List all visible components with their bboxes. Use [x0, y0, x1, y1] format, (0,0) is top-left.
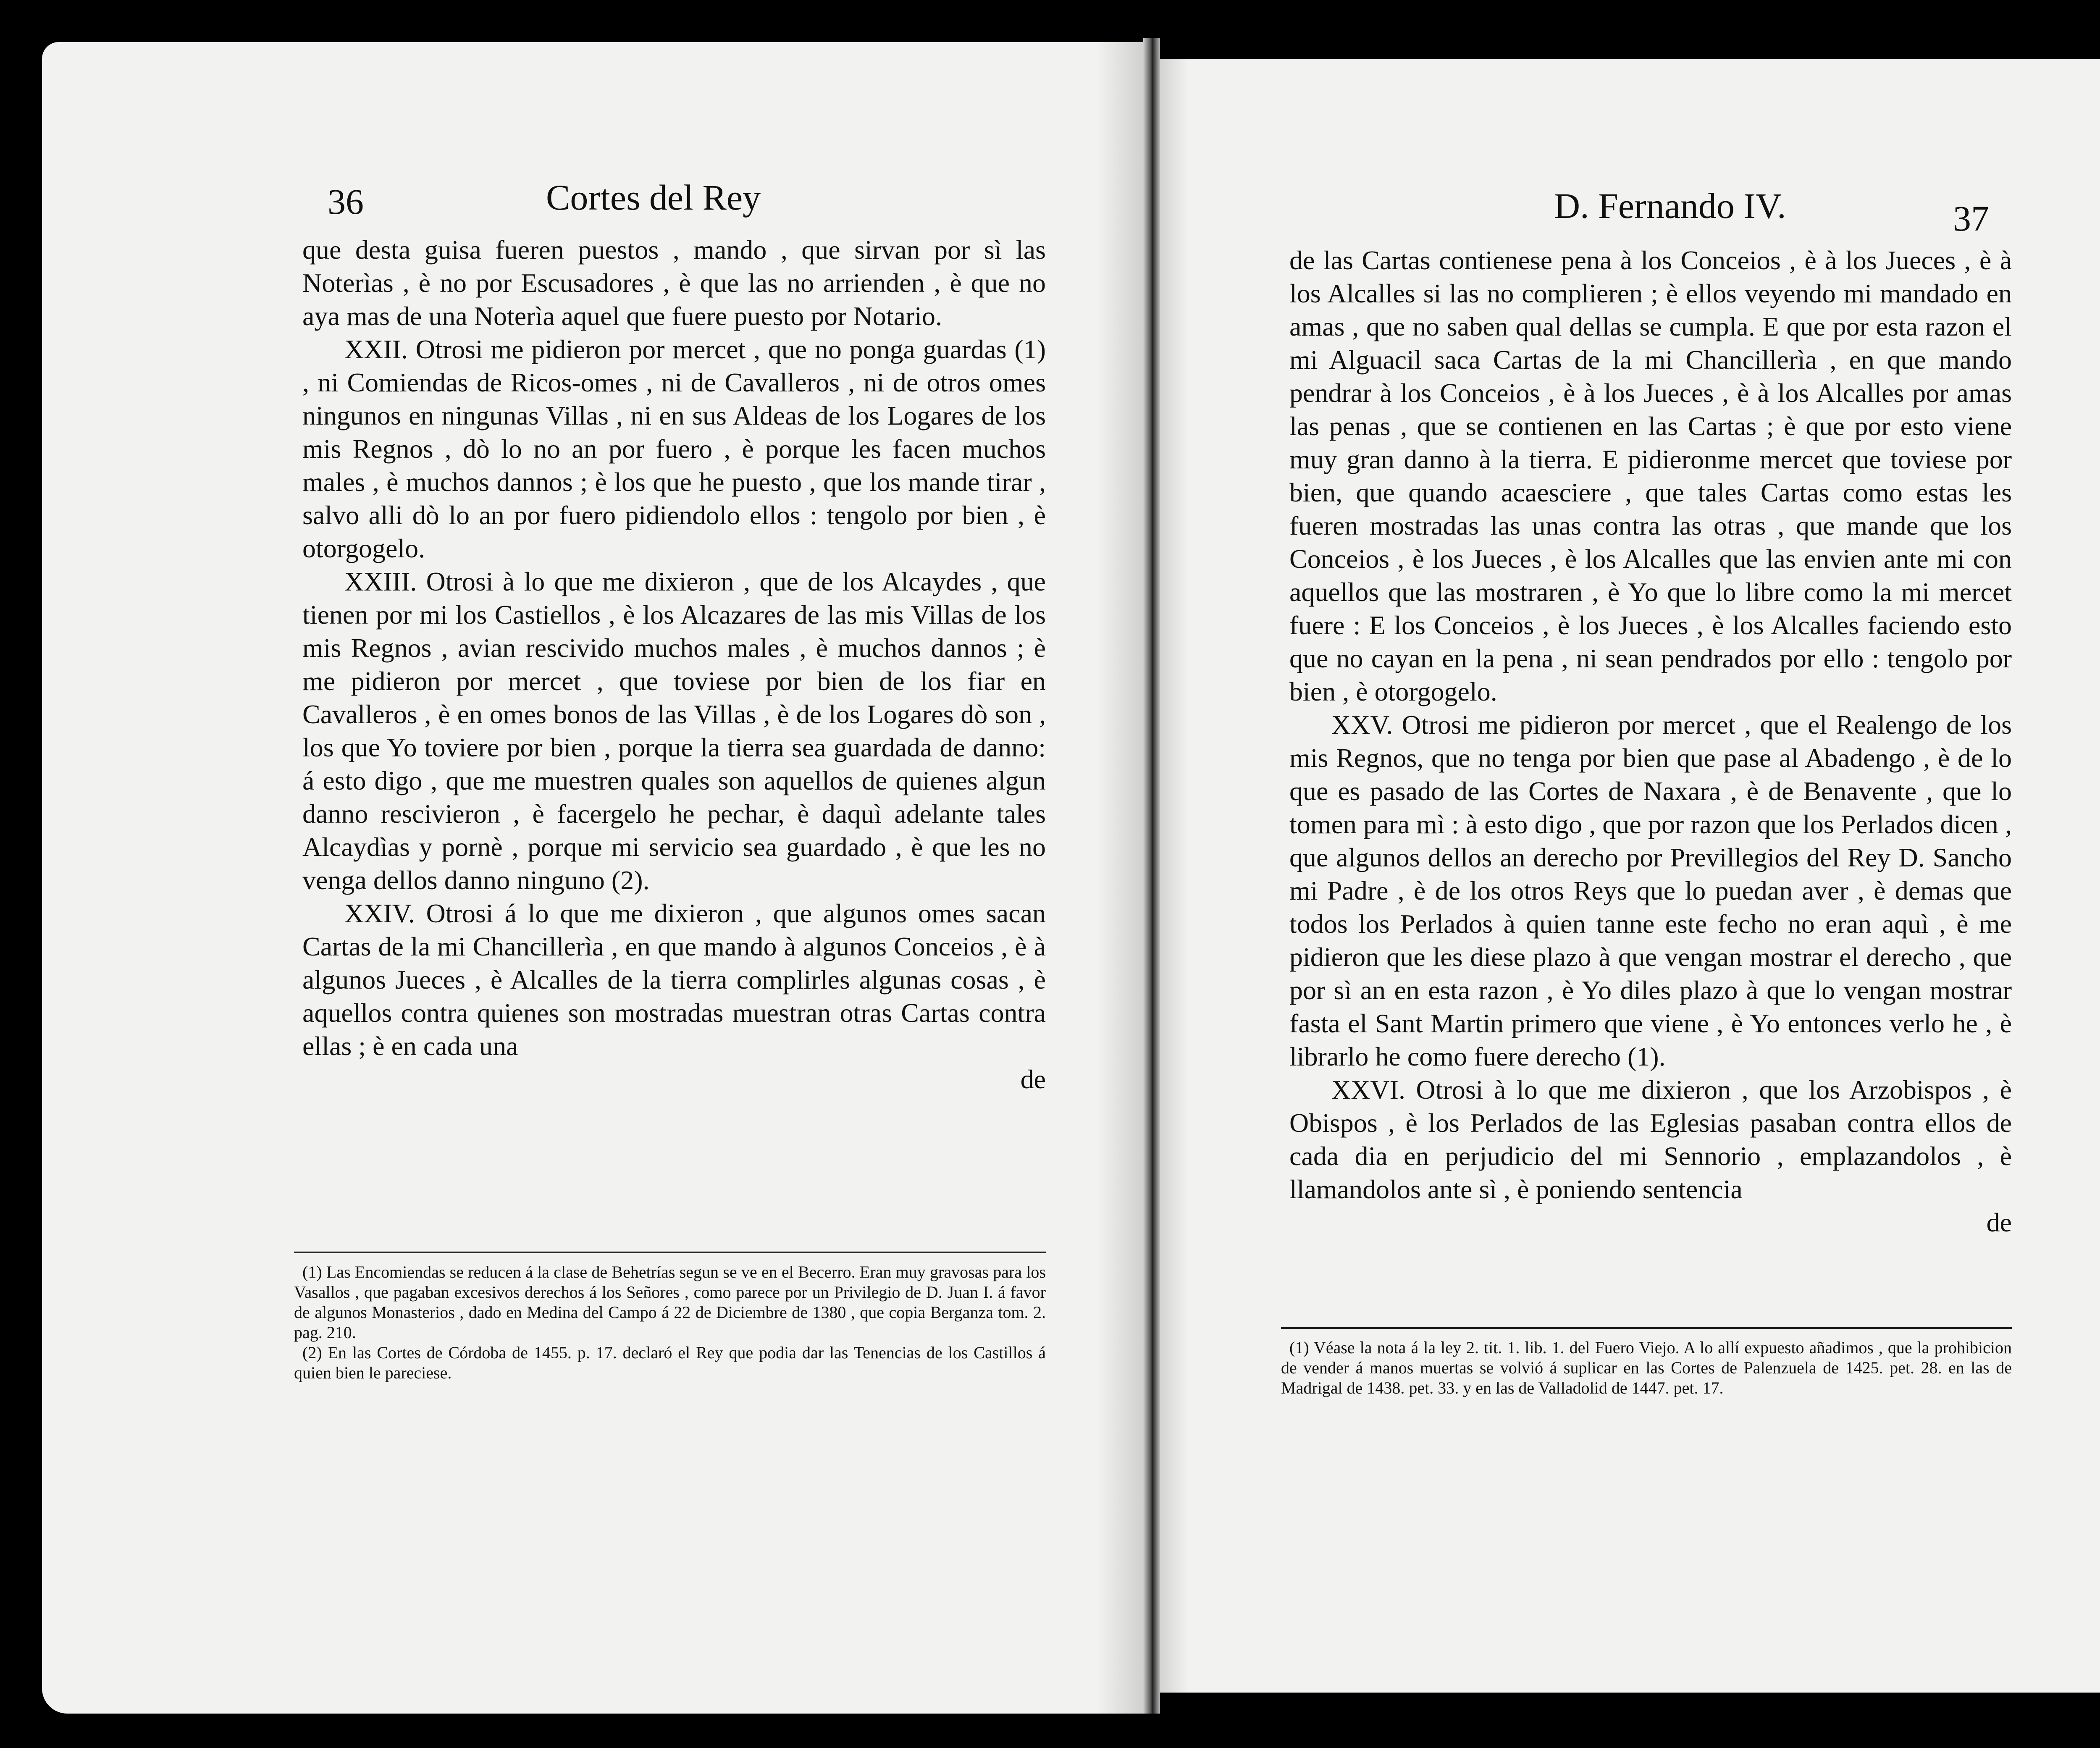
spine-shadow: [1155, 59, 1189, 1693]
book-gutter: [1143, 38, 1160, 1714]
paragraph: XXVI. Otrosi à lo que me dixieron , que los Arzobispos , è Obispos , è los Perlados de las Eglesias pasaban contra ellos de cada dia en perjudicio del mi Sennorio , emplazandolos , è llamandolos ante sì , è poniendo sentencia: [1289, 1075, 2012, 1204]
page-number: 36: [328, 181, 364, 222]
running-head: Cortes del Rey: [546, 177, 761, 218]
footnote: (2) En las Cortes de Córdoba de 1455. p. 17. declaró el Rey que podia dar las Tenencias de los Castillos á quien bien le pareciese.: [294, 1343, 1046, 1382]
catchword: de: [1986, 1207, 2012, 1237]
paragraph: XXIV. Otrosi á lo que me dixieron , que algunos omes sacan Cartas de la mi Chancillerìa , en que mando à algunos Conceios , è à algunos Jueces , è Alcalles de la tierra complirles algunas cosas , è aquellos contra quienes son mostradas muestran otras Cartas contra ellas ; è en cada una: [302, 898, 1046, 1061]
catchword: de: [1020, 1064, 1046, 1094]
right-page: [1155, 59, 2100, 1693]
paragraph: que desta guisa fueren puestos , mando , que sirvan por sì las Noterìas , è no por Escusadores , è que las no arrienden , è que no aya mas de una Noterìa aquel que fuere puesto por Notario.: [302, 235, 1046, 331]
footnote: (1) Las Encomiendas se reducen á la clase de Behetrías segun se ve en el Becerro. Eran muy gravosas para los Vasallos , que pagaban excesivos derechos á los Señores , como parece por un Privilegio de D. Juan I. á favor de algunos Monasterios , dado en Medina del Campo á 22 de Diciembre de 1380 , que copia Berganza tom. 2. pag. 210.: [294, 1262, 1046, 1342]
footnote-rule: [1281, 1327, 2012, 1329]
footnotes: [1281, 1338, 2012, 1398]
paragraph: XXIII. Otrosi à lo que me dixieron , que de los Alcaydes , que tienen por mi los Castiellos , è los Alcazares de las mis Villas de los mis Regnos , avian rescivido muchos males , è muchos dannos ; è me pidieron por mercet , que toviese por bien de los fiar en Cavalleros , è en omes bonos de las Villas , è de los Logares dò son , los que Yo toviere por bien , porque la tierra sea guardada de danno: á esto digo , que me muestren quales son aquellos de quienes algun danno rescivieron , è facergelo he pechar, è daquì adelante tales Alcaydìas y pornè , porque mi servicio sea guardado , è que les no venga dellos danno ninguno (2).: [302, 567, 1046, 895]
spine-shadow: [1096, 42, 1147, 1714]
main-text: [1289, 244, 2012, 1239]
footnotes: [294, 1262, 1046, 1383]
footnote: (1) Véase la nota á la ley 2. tit. 1. lib. 1. del Fuero Viejo. A lo allí expuesto añadimos , que la prohibicion de vender á manos muertas se volvió á suplicar en las Cortes de Palenzuela de 1425. pet. 28. en las de Madrigal de 1438. pet. 33. y en las de Valladolid de 1447. pet. 17.: [1281, 1338, 2012, 1397]
running-head: D. Fernando IV.: [1554, 186, 1786, 226]
paragraph: de las Cartas contienese pena à los Conceios , è à los Jueces , è à los Alcalles si las no complieren ; è ellos veyendo mi mandado en amas , que no saben qual dellas se cumpla. E que por esta razon el mi Alguacil saca Cartas de la mi Chancillerìa , en que mando pendrar à los Conceios , è à los Jueces , è à los Alcalles por amas las penas , que se contienen en las Cartas ; è que por esto viene muy gran danno à la tierra. E pidieronme mercet que toviese por bien, que quando acaesciere , que tales Cartas como estas les fueren mostradas las unas contra las otras , que mande que los Conceios , è los Jueces , è los Alcalles que las envien ante mi con aquellos que las mostraren , è Yo que lo libre como la mi mercet fuere : E los Conceios , è los Jueces , è los Alcalles faciendo esto que no cayan en la pena , ni sean pendrados por ello : tengolo por bien , è otorgogelo.: [1289, 245, 2012, 706]
left-page: [42, 42, 1147, 1714]
paragraph: XXII. Otrosi me pidieron por mercet , que no ponga guardas (1) , ni Comiendas de Ricos-omes , ni de Cavalleros , ni de otros omes ningunos en ningunas Villas , ni en sus Aldeas de los Logares de los mis Regnos , dò lo no an por fuero , è porque les facen muchos males , è muchos dannos ; è los que he puesto , que los mande tirar , salvo alli dò lo an por fuero pidiendolo ellos : tengolo por bien , è otorgogelo.: [302, 334, 1046, 563]
page-number: 37: [1953, 198, 1989, 239]
paragraph: XXV. Otrosi me pidieron por mercet , que el Realengo de los mis Regnos, que no tenga por bien que pase al Abadengo , è de lo que es pasado de las Cortes de Naxara , è de Benavente , que lo tomen para mì : à esto digo , que por razon que los Perlados dicen , que algunos dellos an derecho por Previllegios del Rey D. Sancho mi Padre , è de los otros Reys que lo puedan aver , è demas que todos los Perlados à quien tanne este fecho no eran aquì , è me pidieron que les diese plazo à que vengan mostrar el derecho , que por sì an en esta razon , è Yo diles plazo à que lo vengan mostrar fasta el Sant Martin primero que viene , è Yo entonces verlo he , è librarlo he como fuere derecho (1).: [1289, 710, 2012, 1071]
main-text: [302, 233, 1046, 1096]
footnote-rule: [294, 1252, 1046, 1253]
